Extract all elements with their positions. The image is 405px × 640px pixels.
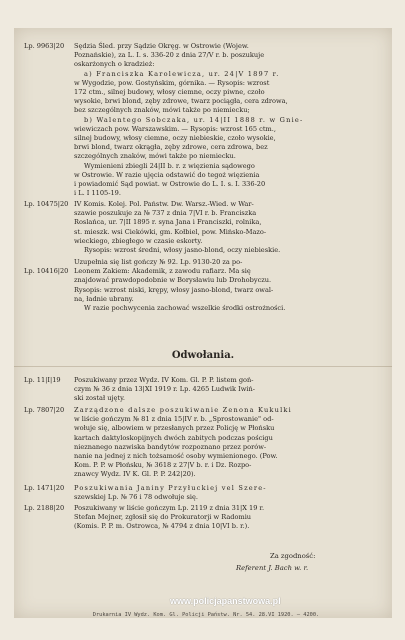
- entry-11-I-19: [24, 376, 384, 404]
- printer-footer: Drukarnia IV Wydz. Kom. Gl. Policji Państw. Nr. 54. 28.VI 1920. — 4200.: [92, 612, 320, 618]
- entry-text: Poszukiwany przez Wydz. IV Kom. Gl. P. P. listem goń- czym № 36 z dnia 13|XI 1919 r. Lp. 4265 Ludwik Iwiń- ski został ujęty.: [74, 376, 255, 403]
- entry-7807: [24, 406, 384, 480]
- entry-9963: [24, 42, 384, 198]
- fold-line: [14, 366, 392, 367]
- entry-2188: [24, 504, 384, 532]
- signature-name: Referent J. Bach w. r.: [236, 564, 309, 572]
- entry-number: Lp. 11|I|19: [24, 376, 61, 384]
- watermark-text: www.policjapanstwowa.pl: [170, 596, 281, 606]
- entry-number: Lp. 2188|20: [24, 504, 65, 512]
- entry-text: Poszukiwany w liście gończym Lp. 2119 z dnia 31|X 19 r. Stefan Mejner, zgłosił się do Prokuratorji w Radomiu (Komis. P. P. m. Ostrowca, № 4794 z dnia 10|VI b. r.).: [74, 504, 265, 531]
- entry-10416: [24, 258, 384, 313]
- entry-1471: [24, 484, 384, 502]
- entry-number: Lp. 7807|20: [24, 406, 65, 414]
- entry-10475: [24, 200, 384, 255]
- entry-text: IV Komis. Kolej. Pol. Państw. Dw. Warsz.-Wied. w War- szawie poszukuje za № 737 z dnia 7|VI r. b. Franciszka Roslańca, ur. 7|II 1895 r. syna Jana i Franciszki, rolnika, st. mieszk. wsi Ciekówki, gm. Kołbiel, pow. Mińsko-Mazo- wieckiego, zbiegłego w czasie eskorty. Rysopis: wzrost średni, włosy jasno-blond, oczy niebieskie.: [74, 200, 281, 255]
- entry-number: Lp. 1471|20: [24, 484, 65, 492]
- document-page: [14, 28, 392, 618]
- entry-number: Lp. 9963|20: [24, 42, 65, 50]
- entry-text: Sędzia Śled. przy Sądzie Okręg. w Ostrowie (Wojew. Poznańskie), za L. I. s. 336-20 z dnia 27/V r. b. poszukuje oskarżonych o kradzież: a) Franciszka Karolewicza, ur. 24|V 1897 r. w Wygodzie, pow. Gostyńskim, górnika. — Rysopis: wzrost 172 ctm., silnej budowy, włosy ciemne, oczy piwne, czoło wysokie, brwi blond, zęby zdrowe, twarz pociągła, cera zdrowa, bez szczególnych znaków, mówi także po niemiecku; b) Walentego Sobczaka, ur. 14|II 1888 r. w Gnie- wiewiczach pow. Warszawskim. — Rysopis: wzrost 165 ctm., silnej budowy, włosy ciemne, oczy niebieskie, czoło wysokie, brwi blond, twarz okrągła, zęby zdrowe, cera zdrowa, bez szczególnych znaków, mówi także po niemiecku. Wymienieni zbiegli 24|II b. r. z więzienia sądowego w Ostrowie. W razie ujęcia odstawić do tegoż więzienia i powiadomić Sąd powiat. w Ostrowie do L. I. s. I. 336-20 i L. I 1105-19.: [74, 42, 304, 198]
- section-title: Odwołania.: [171, 350, 235, 361]
- entry-text: Uzupełnia się list gończy № 92. Lp. 9130-20 za po- Leonem Zakiem: Akademik, z zawodu rafiarz. Ma się znajdować prawdopodobnie w Borysławiu lub Drohobyczu. Rysopis: wzrost niski, krępy, włosy jasno-blond, twarz owal- na, ładnie ubrany. W razie pochwycenia zachować wszelkie środki ostrożności.: [74, 258, 286, 313]
- entry-number: Lp. 10475|20: [24, 200, 69, 208]
- entry-text: Zarządzone dalsze poszukiwanie Zenona Kukulki w liście gończym № 81 z dnia 15|IV r. b. „Sprostowanie" od- wołuje się, albowiem w przesłanych przez Policję w Płońsku kartach daktyloskopijnych dwóch zabitych podczas pościgu nieznanego nazwiska bandytów rozpoznano przez porów- nanie na jednej z nich tożsamość osoby wymienionego. (Pow. Kom. P. P. w Płońsku, № 3618 z 27|V b. r. i Dz. Rozpo- znawcy Wydz. IV K. Gl. P. P. 242|20).: [74, 406, 292, 479]
- signature-label: Za zgodność:: [270, 552, 316, 560]
- entry-text: Poszukiwania Janiny Przyłuckiej vel Szere- szewskiej Lp. № 76 i 78 odwołuje się.: [74, 484, 267, 502]
- entry-number: Lp. 10416|20: [24, 267, 69, 275]
